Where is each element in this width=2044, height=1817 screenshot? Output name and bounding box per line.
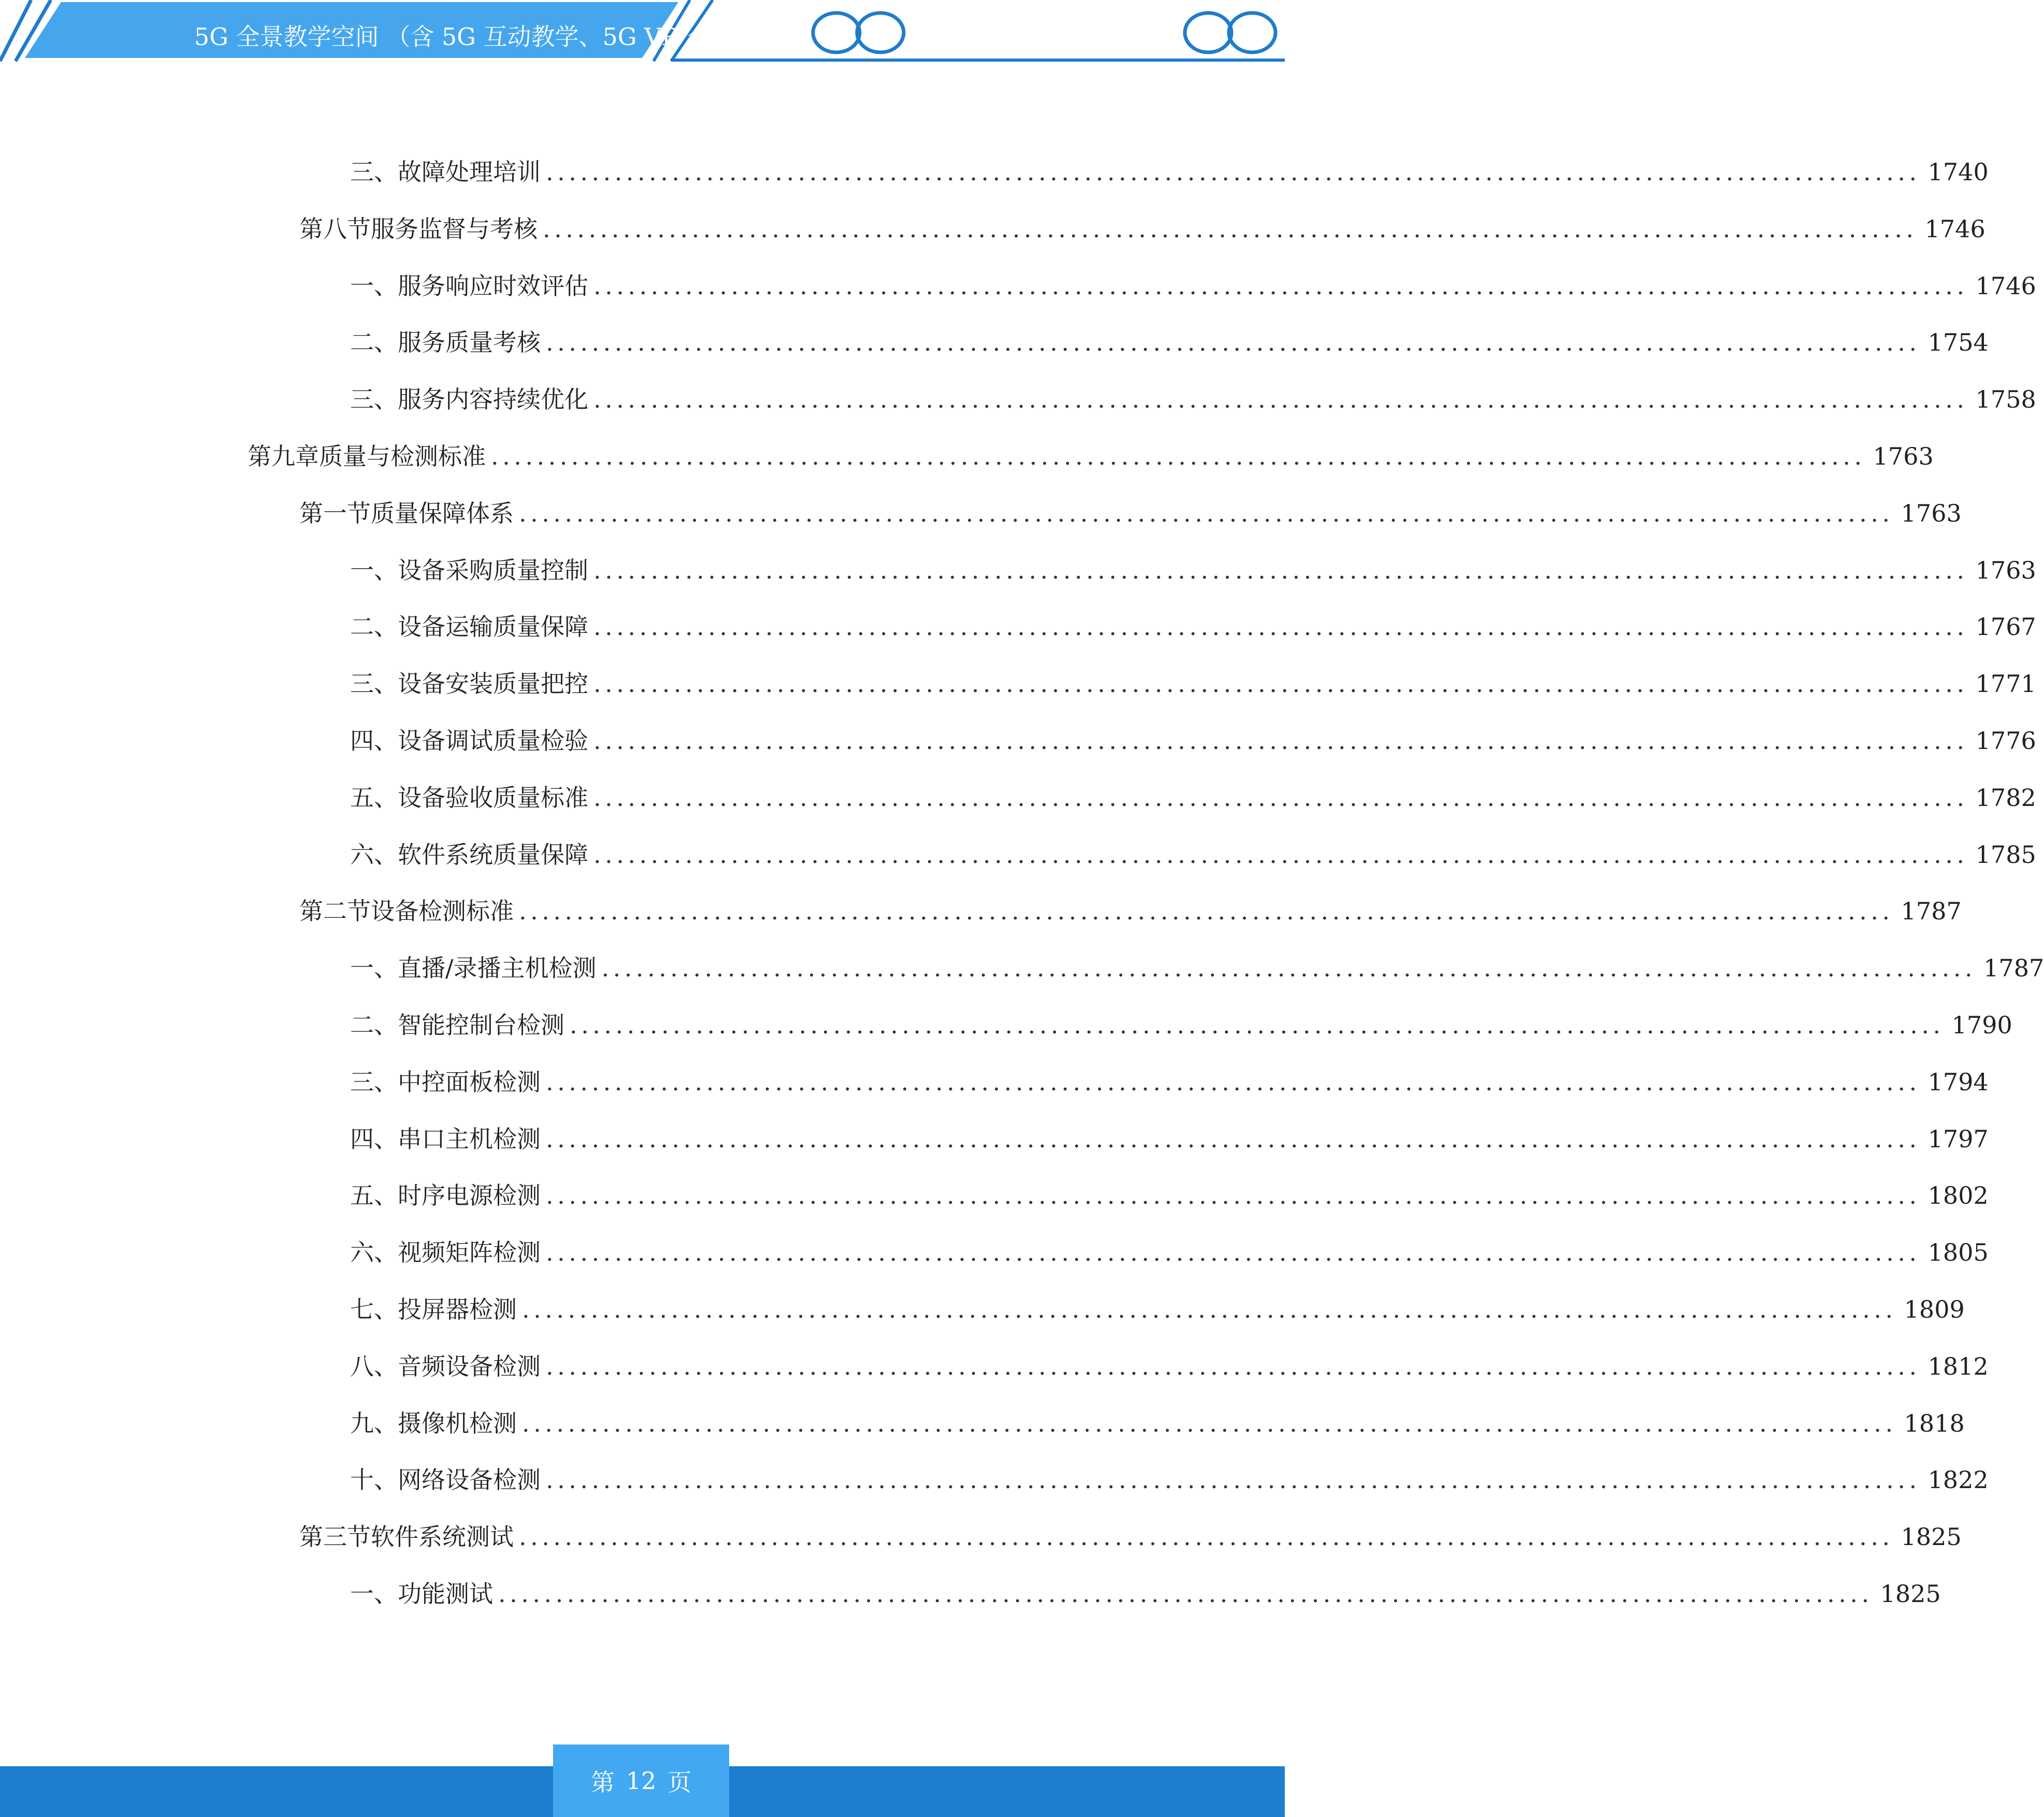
toc-entry[interactable]	[350, 1462, 1989, 1498]
toc-entry-page: 1754	[1927, 328, 1989, 356]
toc-entry-number: 九、	[350, 1409, 398, 1437]
toc-dot-leader: ........................................................................................................................	[546, 1238, 1921, 1266]
toc-dot-leader: ........................................................................................................................	[546, 158, 1921, 186]
toc-entry-title: 软件系统质量保障	[398, 841, 588, 869]
toc-entry-title: 音频设备检测	[398, 1352, 541, 1380]
toc-dot-leader: ........................................................................................................................	[593, 272, 1968, 300]
toc-dot-leader: ........................................................................................................................	[546, 1352, 1921, 1380]
toc-entry-number: 六、	[350, 1238, 398, 1266]
toc-entry-page: 1805	[1927, 1238, 1989, 1266]
toc-entry[interactable]	[350, 1007, 2012, 1043]
toc-dot-leader: ........................................................................................................................	[593, 613, 1968, 641]
toc-entry-page: 1763	[1873, 442, 1934, 470]
toc-entry-page: 1763	[1975, 556, 2036, 584]
toc-entry-number: 第三节	[299, 1523, 371, 1551]
toc-entry[interactable]	[350, 1348, 1989, 1385]
toc-entry[interactable]	[350, 268, 2036, 304]
toc-entry-title: 服务响应时效评估	[398, 272, 588, 300]
page-number-box	[553, 1744, 729, 1817]
toc-entry[interactable]	[350, 1064, 1989, 1100]
toc-entry-number: 第九章	[248, 442, 319, 470]
toc-entry-number: 二、	[350, 1011, 398, 1039]
toc-entry[interactable]	[350, 1234, 1989, 1271]
toc-entry-title: 功能测试	[398, 1580, 493, 1608]
toc-entry[interactable]	[350, 154, 1989, 190]
toc-entry-title: 网络设备检测	[398, 1466, 541, 1494]
toc-dot-leader: ........................................................................................................................	[546, 1068, 1921, 1096]
toc-dot-leader: ........................................................................................................................	[601, 954, 1977, 982]
toc-entry-title: 设备调试质量检验	[398, 727, 588, 755]
toc-entry[interactable]	[350, 780, 2036, 816]
toc-entry-page: 1825	[1880, 1580, 1941, 1608]
toc-dot-leader: ........................................................................................................................	[498, 1580, 1873, 1608]
toc-entry-page: 1790	[1951, 1011, 2012, 1039]
toc-entry-number: 四、	[350, 727, 398, 755]
toc-entry-title: 服务监督与考核	[371, 215, 538, 243]
toc-entry-title: 设备安装质量把控	[398, 670, 588, 698]
toc-entry[interactable]	[350, 837, 2036, 873]
toc-entry-page: 1818	[1904, 1409, 1965, 1437]
toc-entry-number: 六、	[350, 841, 398, 869]
toc-entry[interactable]	[350, 950, 2044, 986]
toc-entry-number: 七、	[350, 1295, 398, 1323]
toc-entry-title: 视频矩阵检测	[398, 1238, 541, 1266]
toc-entry-number: 五、	[350, 1181, 398, 1209]
toc-entry-title: 智能控制台检测	[398, 1011, 564, 1039]
page-prefix: 第	[590, 1768, 615, 1796]
toc-entry-number: 十、	[350, 1466, 398, 1494]
toc-entry-title: 服务内容持续优化	[398, 385, 588, 413]
toc-entry-number: 二、	[350, 328, 398, 356]
toc-entry[interactable]	[350, 324, 1989, 360]
toc-dot-leader: ........................................................................................................................	[546, 1466, 1921, 1494]
toc-dot-leader: ........................................................................................................................	[593, 784, 1968, 812]
toc-entry-number: 一、	[350, 954, 398, 982]
toc-entry[interactable]	[299, 495, 1962, 531]
toc-entry-page: 1787	[1983, 954, 2044, 982]
toc-entry[interactable]	[350, 666, 2036, 702]
toc-entry[interactable]	[350, 1291, 1965, 1328]
toc-entry[interactable]	[248, 438, 1934, 474]
toc-dot-leader: ........................................................................................................................	[593, 670, 1968, 698]
toc-entry-page: 1794	[1927, 1068, 1989, 1096]
toc-dot-leader: ........................................................................................................................	[593, 385, 1968, 413]
toc-entry-number: 四、	[350, 1125, 398, 1153]
toc-entry-title: 质量保障体系	[371, 499, 514, 527]
toc-dot-leader: ........................................................................................................................	[543, 215, 1918, 243]
toc-entry-number: 五、	[350, 784, 398, 812]
ring-icon	[1229, 13, 1275, 52]
toc-entry-page: 1746	[1924, 215, 1985, 243]
toc-entry[interactable]	[350, 1121, 1989, 1157]
toc-entry-page: 1787	[1901, 897, 1962, 925]
toc-entry[interactable]	[299, 211, 1985, 247]
toc-entry-number: 一、	[350, 1580, 398, 1608]
toc-entry[interactable]	[350, 381, 2036, 417]
toc-entry-page: 1758	[1975, 385, 2036, 413]
toc-entry-number: 第一节	[299, 499, 371, 527]
toc-entry-number: 一、	[350, 272, 398, 300]
toc-entry-page: 1812	[1927, 1352, 1989, 1380]
toc-entry-title: 直播/录播主机检测	[398, 954, 597, 982]
toc-dot-leader: ........................................................................................................................	[593, 727, 1968, 755]
toc-dot-leader: ........................................................................................................................	[491, 442, 1866, 470]
toc-entry[interactable]	[299, 893, 1962, 929]
toc-entry[interactable]	[299, 1519, 1962, 1555]
toc-entry[interactable]	[350, 609, 2036, 645]
page-number: 12	[626, 1767, 657, 1795]
toc-entry-page: 1782	[1975, 784, 2036, 812]
toc-entry[interactable]	[350, 1177, 1989, 1214]
toc-entry-title: 设备验收质量标准	[398, 784, 588, 812]
toc-entry-title: 设备采购质量控制	[398, 556, 588, 584]
toc-entry-title: 设备检测标准	[371, 897, 514, 925]
toc-dot-leader: ........................................................................................................................	[546, 328, 1921, 356]
toc-entry-page: 1802	[1927, 1181, 1989, 1209]
toc-entry-page: 1809	[1904, 1295, 1965, 1323]
toc-entry-title: 服务质量考核	[398, 328, 541, 356]
toc-entry-title: 时序电源检测	[398, 1181, 541, 1209]
toc-entry[interactable]	[350, 552, 2036, 588]
toc-entry-title: 摄像机检测	[398, 1409, 517, 1437]
toc-entry-title: 软件系统测试	[371, 1523, 514, 1551]
toc-entry-number: 三、	[350, 670, 398, 698]
toc-entry-title: 串口主机检测	[398, 1125, 541, 1153]
toc-entry[interactable]	[350, 723, 2036, 759]
toc-dot-leader: ........................................................................................................................	[593, 841, 1968, 869]
header-title: 5G 全景教学空间 （含 5G 互动教学、5G VR 全景教学）	[194, 23, 806, 51]
toc-entry-page: 1763	[1901, 499, 1962, 527]
toc-dot-leader: ........................................................................................................................	[519, 499, 1894, 527]
toc-entry-number: 三、	[350, 1068, 398, 1096]
page-suffix: 页	[668, 1768, 692, 1796]
toc-entry-title: 设备运输质量保障	[398, 613, 588, 641]
toc-entry-title: 质量与检测标准	[319, 442, 486, 470]
toc-entry-number: 二、	[350, 613, 398, 641]
toc-entry-page: 1767	[1975, 613, 2036, 641]
toc-entry-page: 1776	[1975, 727, 2036, 755]
toc-entry-page: 1771	[1975, 670, 2036, 698]
toc-entry-page: 1746	[1975, 272, 2036, 300]
toc-dot-leader: ........................................................................................................................	[546, 1125, 1921, 1153]
toc-entry-number: 三、	[350, 158, 398, 186]
toc-entry-title: 投屏器检测	[398, 1295, 517, 1323]
toc-dot-leader: ........................................................................................................................	[546, 1181, 1921, 1209]
toc-dot-leader: ........................................................................................................................	[519, 897, 1894, 925]
ring-icon	[813, 13, 860, 52]
toc-dot-leader: ........................................................................................................................	[519, 1523, 1894, 1551]
toc-entry-number: 三、	[350, 385, 398, 413]
toc-entry-title: 中控面板检测	[398, 1068, 541, 1096]
toc-entry-number: 第八节	[299, 215, 371, 243]
toc-entry[interactable]	[350, 1576, 1941, 1612]
toc-entry-number: 第二节	[299, 897, 371, 925]
toc-entry-page: 1797	[1927, 1125, 1989, 1153]
header-slash-left	[0, 0, 31, 61]
toc-entry-number: 八、	[350, 1352, 398, 1380]
toc-entry-number: 一、	[350, 556, 398, 584]
toc-entry-page: 1822	[1927, 1466, 1989, 1494]
toc-dot-leader: ........................................................................................................................	[522, 1295, 1897, 1323]
ring-icon	[1185, 13, 1231, 52]
toc-dot-leader: ........................................................................................................................	[522, 1409, 1897, 1437]
page-header	[0, 0, 1285, 67]
toc-entry-page: 1785	[1975, 841, 2036, 869]
toc-dot-leader: ........................................................................................................................	[570, 1011, 1945, 1039]
ring-icon	[857, 13, 904, 52]
toc-entry[interactable]	[350, 1405, 1965, 1441]
toc-entry-page: 1825	[1901, 1523, 1962, 1551]
toc-dot-leader: ........................................................................................................................	[593, 556, 1968, 584]
toc-entry-page: 1740	[1927, 158, 1989, 186]
toc-entry-title: 故障处理培训	[398, 158, 541, 186]
